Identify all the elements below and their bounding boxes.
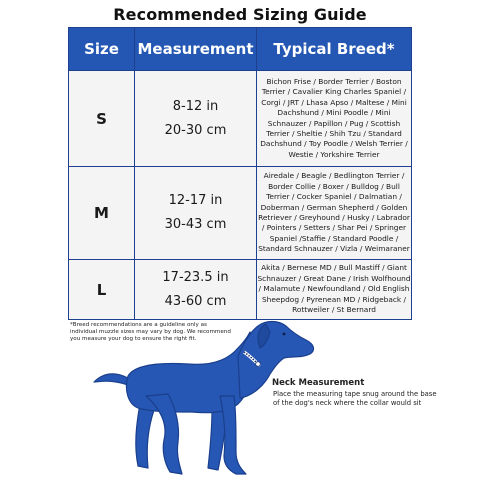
table-header-row	[69, 28, 412, 71]
measurement-cm: 43-60 cm	[164, 293, 227, 309]
page-title: Recommended Sizing Guide	[113, 5, 367, 24]
breed-footnote: *Breed recommendations are a guideline only as individual muzzle sizes may vary by dog. We recommend you measure your dog to ensure the right fit.	[70, 322, 231, 342]
measurement-inches: 8-12 in	[172, 98, 219, 114]
measurement-cell	[135, 167, 257, 260]
breed-cell: Airedale / Beagle / Bedlington Terrier / Border Collie / Boxer / Bulldog / Bull Terrier / Cocker Spaniel / Dalmatian / Doberman / German Shepherd / Golden Retriever / Greyhound / Husky / Labrador / Pointers / Setters / Shar Pei / Springer Spaniel /Staffie / Standard Poodle / Standard Schnauzer / Vizla / Weimaraner	[257, 167, 412, 260]
header-measurement: Measurement	[135, 28, 257, 71]
neck-measurement-text: Place the measuring tape snug around the base of the dog's neck where the collar would sit	[273, 390, 437, 408]
dog-eye-icon	[283, 333, 286, 336]
measurement-inches: 12-17 in	[168, 193, 223, 208]
table-row	[69, 260, 412, 320]
header-typical-breed: Typical Breed*	[257, 28, 412, 71]
measurement-cm: 20-30 cm	[164, 122, 227, 138]
sizing-table	[68, 27, 412, 320]
size-cell: S	[69, 71, 135, 167]
size-cell: M	[69, 167, 135, 260]
breed-cell: Bichon Frise / Border Terrier / Boston Terrier / Cavalier King Charles Spaniel / Corgi / JRT / Lhasa Apso / Maltese / Mini Dachshund / Mini Poodle / Mini Schnauzer / Papillon / Pug / Scottish Terrier / Sheltie / Shih Tzu / Standard Dachshund / Toy Poodle / Welsh Terrier / Westie / Yorkshire Terrier	[257, 71, 412, 167]
breed-cell: Akita / Bernese MD / Bull Mastiff / Giant Schnauzer / Great Dane / Irish Wolfhound / Malamute / Newfoundland / Old English Sheepdog / Pyrenean MD / Ridgeback / Rottweiler / St Bernard	[257, 260, 412, 320]
size-cell: L	[69, 260, 135, 320]
neck-measurement-title: Neck Measurement	[272, 378, 365, 388]
measurement-inches: 17-23.5 in	[162, 269, 229, 285]
table-row	[69, 167, 412, 260]
measurement-cell	[135, 260, 257, 320]
header-size: Size	[69, 28, 135, 71]
measurement-cm: 30-43 cm	[164, 217, 227, 232]
measurement-cell	[135, 71, 257, 167]
table-row	[69, 71, 412, 167]
